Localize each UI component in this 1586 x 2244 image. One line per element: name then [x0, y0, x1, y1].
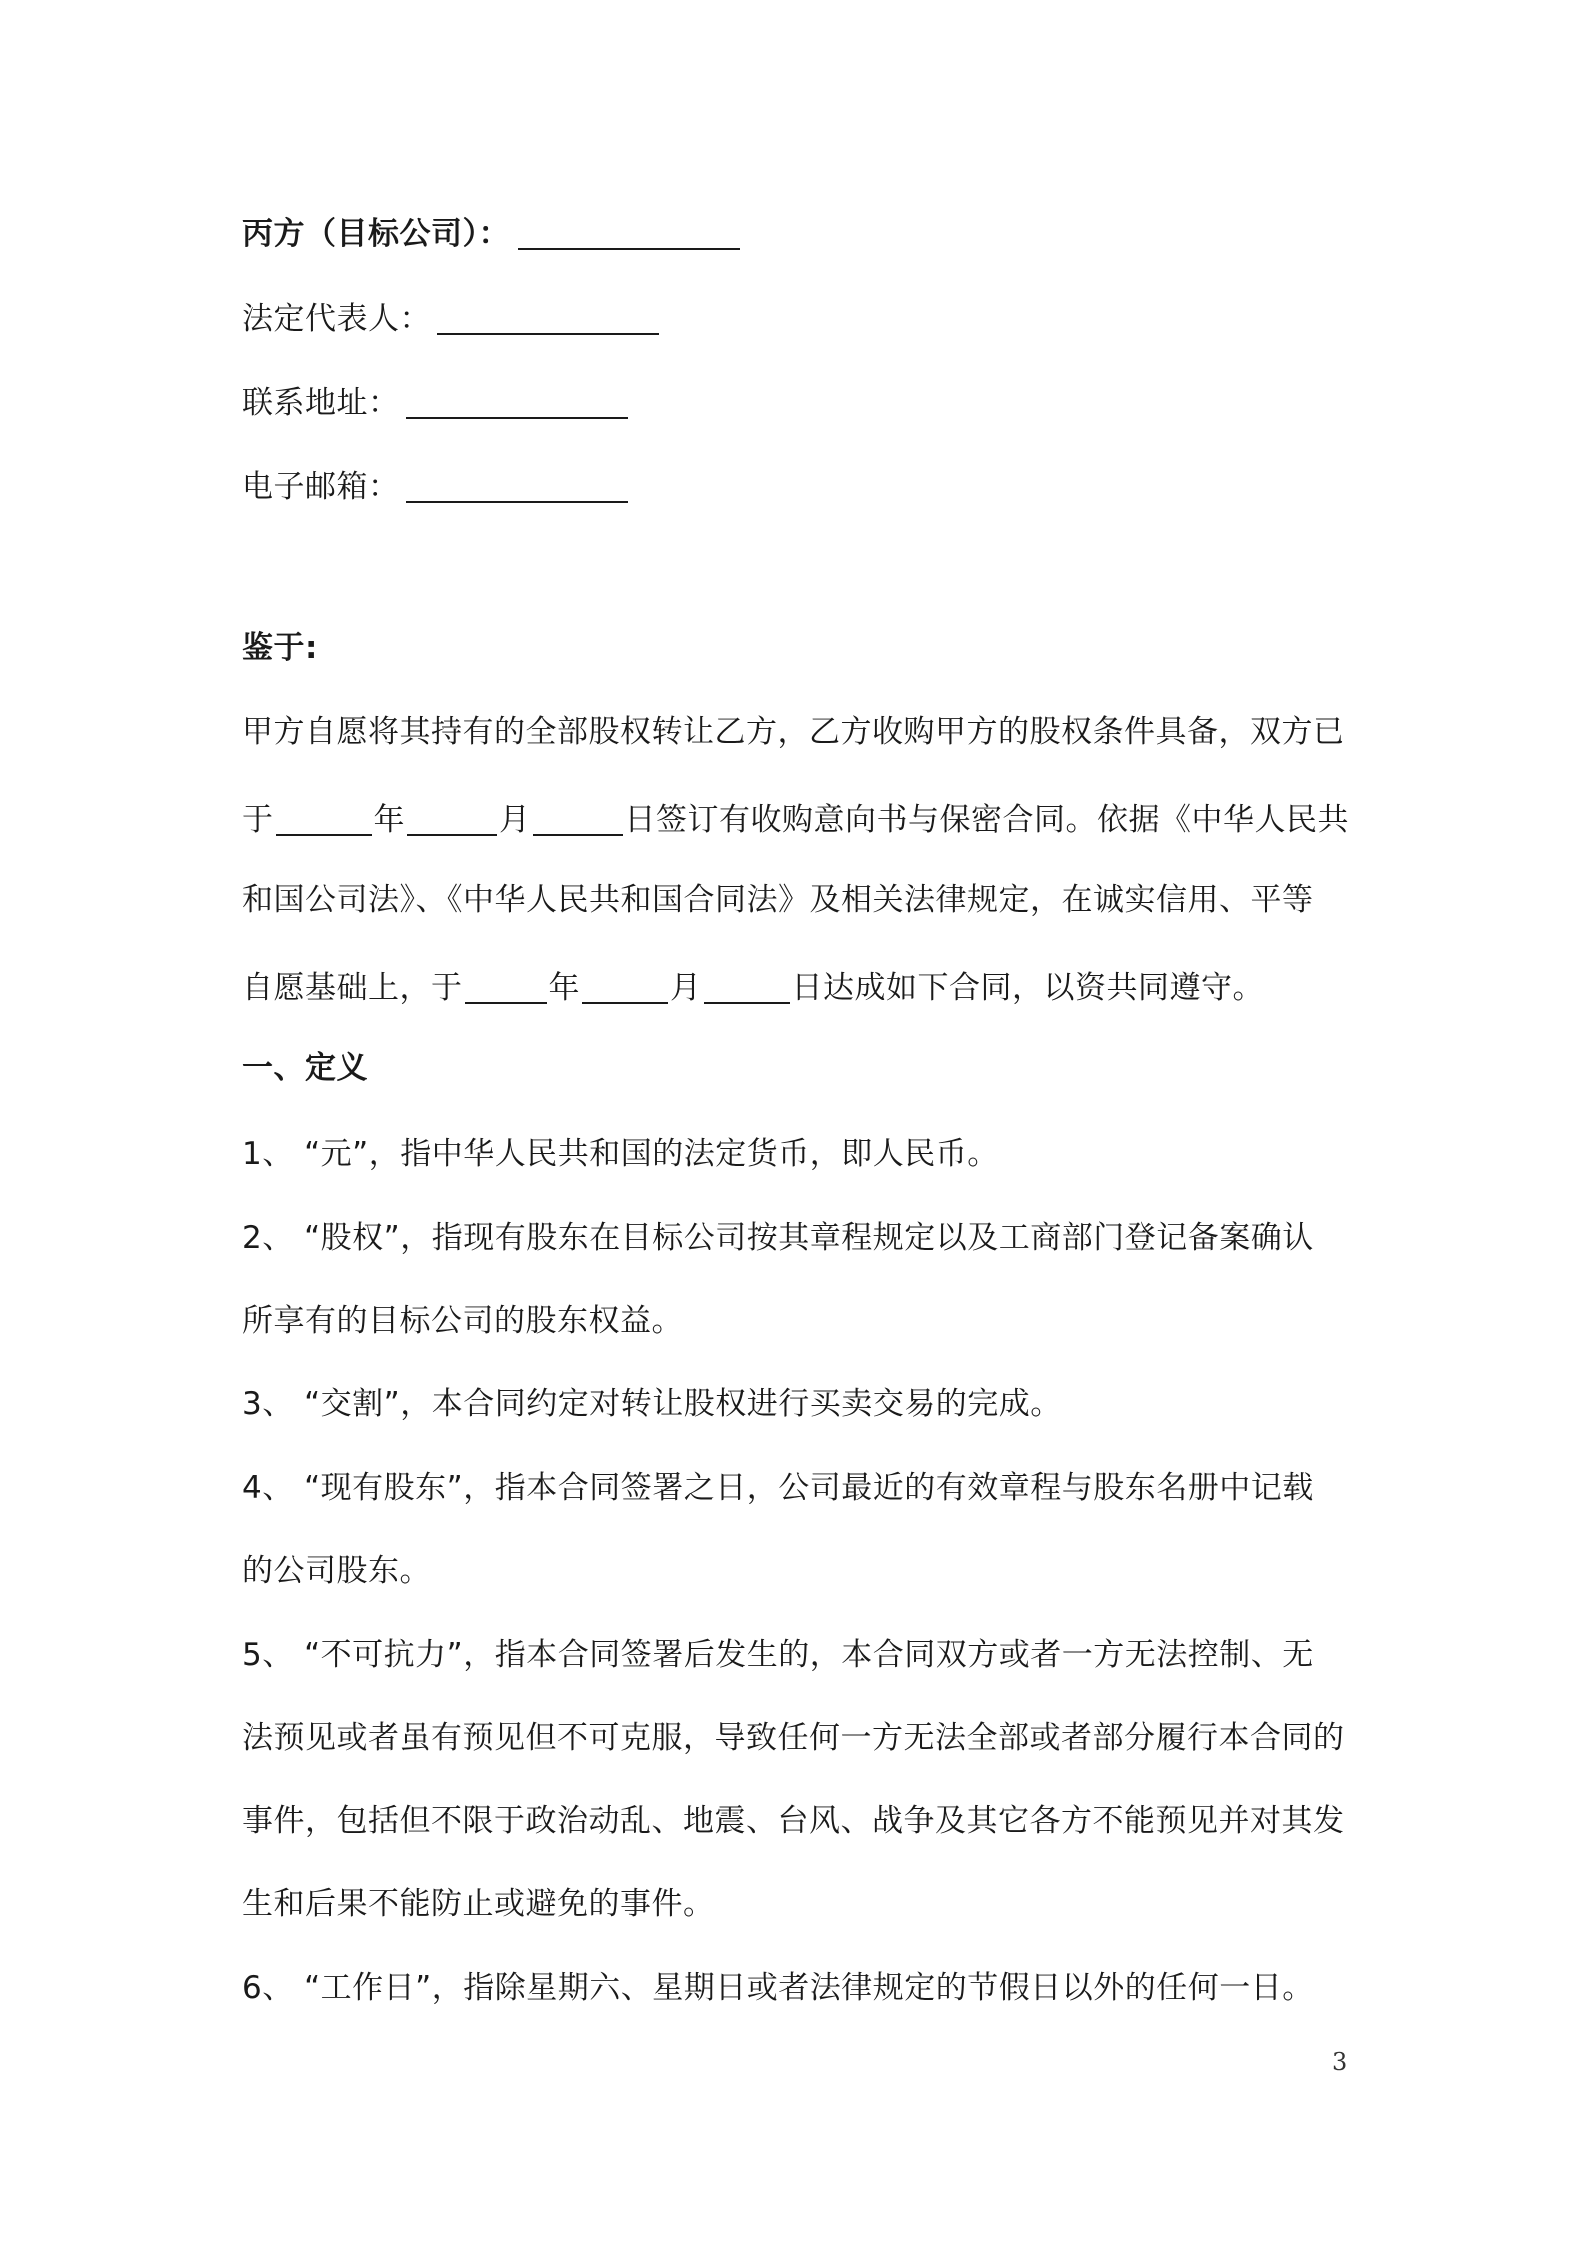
email-label: 电子邮箱： — [242, 469, 400, 505]
definition-line: 的公司股东。 — [242, 1553, 431, 1589]
definition-line: 所享有的目标公司的股东权益。 — [242, 1303, 683, 1339]
legal-rep-row — [242, 297, 659, 341]
definition-line: 3、 “交割”，本合同约定对转让股权进行买卖交易的完成。 — [242, 1386, 1062, 1422]
recital-line-2-suffix: 日签订有收购意向书与保密合同。依据《中华人民共 — [624, 802, 1349, 838]
agree-year-blank — [465, 972, 547, 1004]
legal-rep-blank — [437, 303, 659, 335]
definition-line: 生和后果不能防止或避免的事件。 — [242, 1886, 715, 1922]
agree-day-blank — [704, 972, 790, 1004]
recital-line-3: 和国公司法》、《中华人民共和国合同法》及相关法律规定，在诚实信用、平等 — [242, 882, 1314, 918]
agree-month-blank — [582, 972, 668, 1004]
definition-line: 事件，包括但不限于政治动乱、地震、台风、战争及其它各方不能预见并对其发 — [242, 1803, 1345, 1839]
definition-line: 1、 “元”，指中华人民共和国的法定货币，即人民币。 — [242, 1136, 999, 1172]
recital-heading: 鉴于: — [242, 630, 318, 666]
party-c-title: 丙方（目标公司）： — [242, 216, 510, 252]
address-label: 联系地址： — [242, 385, 400, 421]
address-row — [242, 381, 628, 425]
definition-line: 2、 “股权”，指现有股东在目标公司按其章程规定以及工商部门登记备案确认 — [242, 1220, 1314, 1256]
section-1-heading: 一、定义 — [242, 1050, 368, 1086]
recital-line-4-prefix: 自愿基础上，于 — [242, 970, 463, 1006]
recital-line-4-suffix: 日达成如下合同，以资共同遵守。 — [791, 970, 1264, 1006]
recital-line-4-month: 月 — [670, 970, 702, 1006]
email-blank — [406, 471, 628, 503]
recital-line-1: 甲方自愿将其持有的全部股权转让乙方，乙方收购甲方的股权条件具备，双方已 — [242, 714, 1345, 750]
recital-line-2-month: 月 — [499, 802, 531, 838]
recital-line-2-prefix: 于 — [242, 802, 274, 838]
legal-rep-label: 法定代表人： — [242, 301, 431, 337]
recital-line-4-year: 年 — [548, 970, 580, 1006]
sign-day-blank — [533, 804, 623, 836]
sign-year-blank — [276, 804, 372, 836]
address-blank — [406, 387, 628, 419]
party-c-title-row — [242, 212, 740, 256]
recital-line-2-year: 年 — [373, 802, 405, 838]
recital-line-4 — [242, 966, 1264, 1010]
party-c-blank — [518, 218, 740, 250]
email-row — [242, 465, 628, 509]
definition-line: 5、 “不可抗力”，指本合同签署后发生的，本合同双方或者一方无法控制、无 — [242, 1637, 1314, 1673]
recital-line-2 — [242, 798, 1349, 842]
sign-month-blank — [407, 804, 497, 836]
page-number: 3 — [1332, 2048, 1348, 2076]
definition-line: 法预见或者虽有预见但不可克服，导致任何一方无法全部或者部分履行本合同的 — [242, 1720, 1345, 1756]
definition-line: 4、 “现有股东”，指本合同签署之日，公司最近的有效章程与股东名册中记载 — [242, 1470, 1314, 1506]
definition-line: 6、 “工作日”，指除星期六、星期日或者法律规定的节假日以外的任何一日。 — [242, 1970, 1314, 2006]
